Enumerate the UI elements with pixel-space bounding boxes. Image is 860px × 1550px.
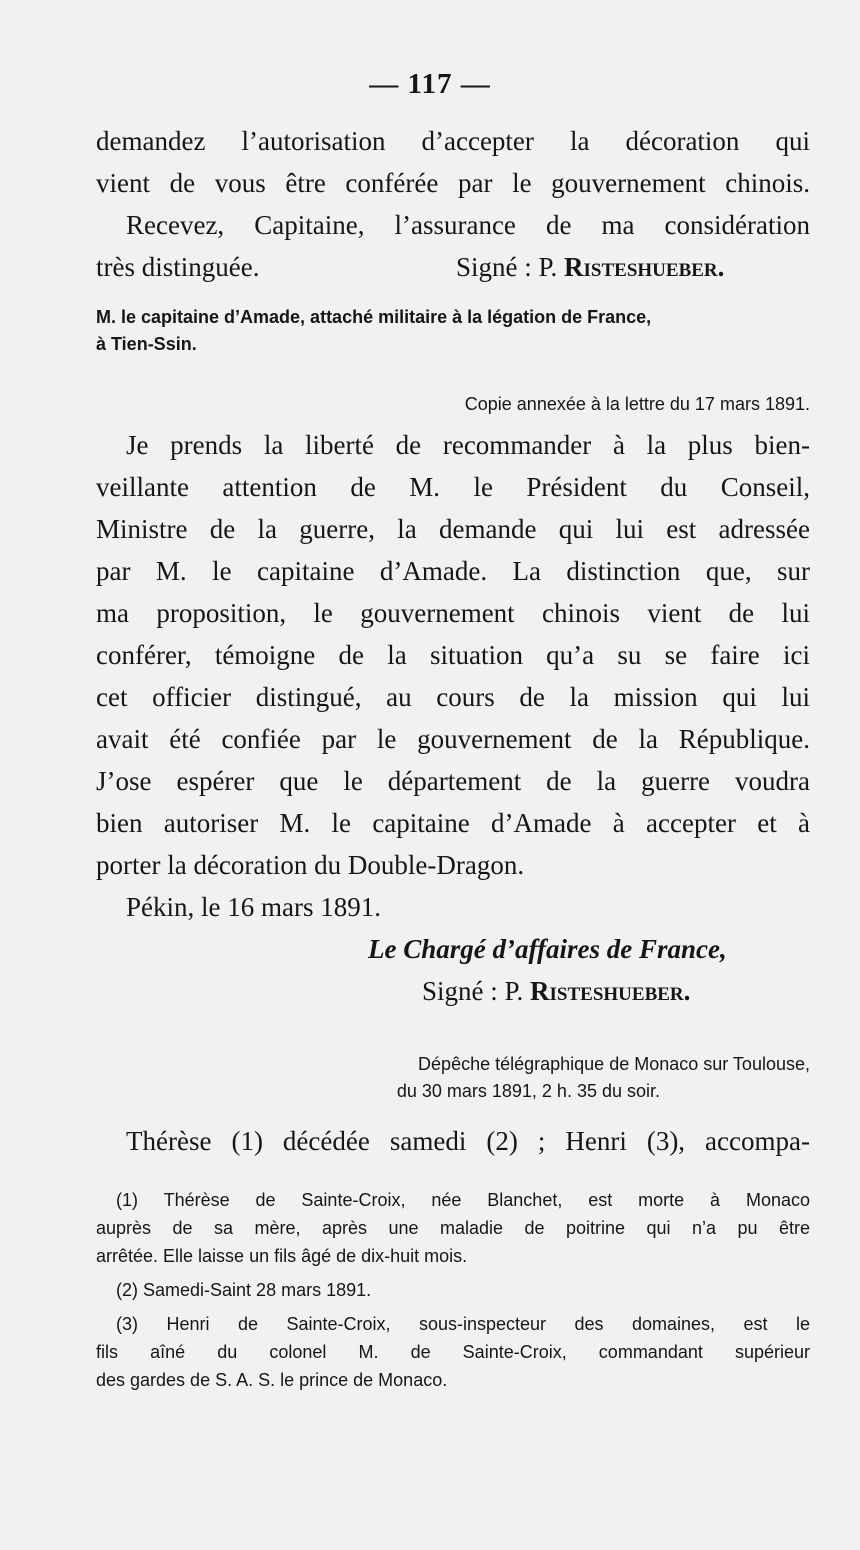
- telegram-text: [96, 1120, 810, 1162]
- footnote-1: [96, 1186, 810, 1270]
- addressee-line: à Tien-Ssin.: [96, 334, 197, 354]
- footnote-line: arrêtée. Elle laisse un fils âgé de dix-huit mois.: [96, 1246, 468, 1266]
- signature-line: [96, 246, 810, 288]
- page-number: — 117 —: [369, 68, 491, 100]
- telegram-header-line: Dépêche télégraphique de Monaco sur Toulouse,: [418, 1054, 810, 1074]
- text-line: Ministre de la guerre, la demande qui lui est adressée: [96, 514, 810, 544]
- footnote-2: [96, 1276, 810, 1304]
- signature-prefix: Signé : P.: [456, 252, 558, 282]
- footnote-line: (1) Thérèse de Sainte-Croix, née Blanchet, est morte à Monaco: [116, 1190, 810, 1210]
- text-line: veillante attention de M. le Président du Conseil,: [96, 472, 810, 502]
- recommendation-paragraph: [96, 424, 810, 928]
- telegram-header: [96, 1051, 810, 1105]
- text-line: cet officier distingué, au cours de la mission qui lui: [96, 682, 810, 712]
- signoff-title: [96, 928, 810, 970]
- footnotes: [96, 1186, 810, 1400]
- footnote-line: fils aîné du colonel M. de Sainte-Croix, commandant supérieur: [96, 1342, 810, 1362]
- signature-prefix: Signé : P.: [422, 976, 524, 1006]
- signature-name: Risteshueber.: [564, 252, 725, 282]
- text-line: J’ose espérer que le département de la guerre voudra: [96, 766, 810, 796]
- text-line: bien autoriser M. le capitaine d’Amade à accepter et à: [96, 808, 810, 838]
- telegram-header-line: du 30 mars 1891, 2 h. 35 du soir.: [396, 1081, 660, 1101]
- text-line: avait été confiée par le gouvernement de la République.: [96, 724, 810, 754]
- chargé-title: Le Chargé d’affaires de France,: [368, 934, 727, 964]
- text-line: demandez l’autorisation d’accepter la décoration qui: [96, 126, 810, 156]
- text-line: Thérèse (1) décédée samedi (2) ; Henri (3), accompa-: [126, 1126, 810, 1156]
- addressee: [96, 304, 810, 358]
- footnote-3: [96, 1310, 810, 1394]
- text-line: par M. le capitaine d’Amade. La distinction que, sur: [96, 556, 810, 586]
- copy-note-text: Copie annexée à la lettre du 17 mars 1891.: [464, 394, 810, 414]
- footnote-line: (2) Samedi-Saint 28 mars 1891.: [116, 1280, 372, 1300]
- text-line: porter la décoration du Double-Dragon.: [96, 850, 525, 880]
- dateline: Pékin, le 16 mars 1891.: [126, 892, 381, 922]
- letter-close: [96, 120, 810, 288]
- footnote-line: des gardes de S. A. S. le prince de Monaco.: [96, 1370, 448, 1390]
- text-line: Recevez, Capitaine, l’assurance de ma considération: [126, 210, 810, 240]
- text-line: conférer, témoigne de la situation qu’a su se faire ici: [96, 640, 810, 670]
- signature-name: Risteshueber.: [530, 976, 691, 1006]
- copy-note: [96, 391, 810, 418]
- footnote-line: auprès de sa mère, après une maladie de poitrine qui n’a pu être: [96, 1218, 810, 1238]
- text-line: vient de vous être conférée par le gouvernement chinois.: [96, 168, 810, 198]
- addressee-line: M. le capitaine d’Amade, attaché militaire à la légation de France,: [96, 307, 652, 327]
- signoff-signature: [96, 970, 810, 1012]
- text-line: ma proposition, le gouvernement chinois vient de lui: [96, 598, 810, 628]
- closing-phrase: très distinguée.: [96, 252, 260, 282]
- signoff: [96, 928, 810, 1012]
- footnote-line: (3) Henri de Sainte-Croix, sous-inspecteur des domaines, est le: [116, 1314, 810, 1334]
- text-line: Je prends la liberté de recommander à la plus bien-: [126, 430, 810, 460]
- signature: [456, 246, 724, 288]
